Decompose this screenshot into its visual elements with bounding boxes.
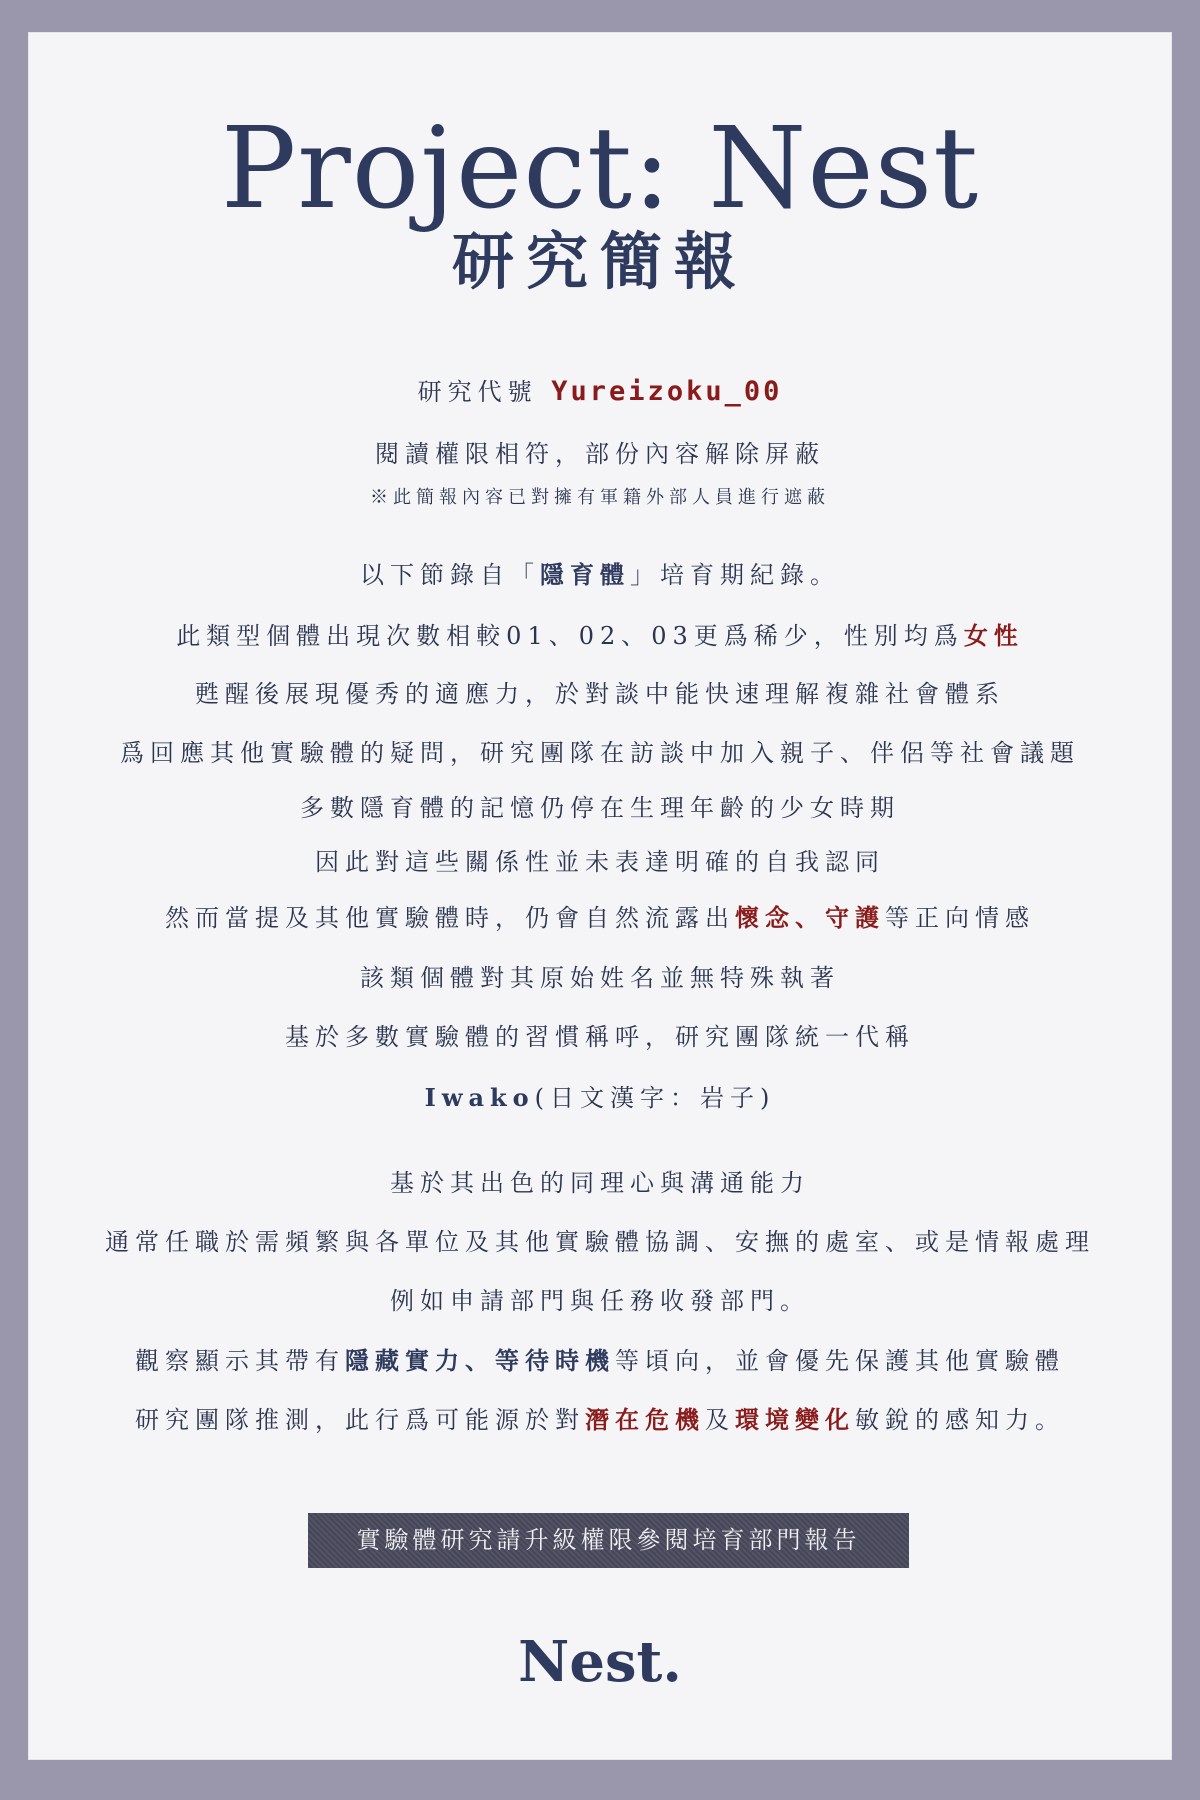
body-text: 」培育期紀錄。 [630, 561, 840, 589]
highlight-term: 環境變化 [735, 1405, 855, 1434]
document-subtitle: 研究簡報 [451, 225, 748, 298]
paper-sheet [28, 32, 1172, 1760]
redaction-notice: ※此簡報內容已對擁有軍籍外部人員進行遮蔽 [370, 487, 830, 508]
document-content [28, 32, 1172, 1760]
body-line-10 [28, 1081, 1172, 1115]
highlight-term: 隱育體 [540, 560, 630, 589]
body-line-15 [28, 1403, 1172, 1437]
body-line-6: 因此對這些關係性並未表達明確的自我認同 [315, 848, 885, 876]
nest-logo: Nest. [518, 1629, 682, 1695]
research-code-line [28, 375, 1172, 409]
research-code-value: Yureizoku_00 [551, 376, 783, 407]
body-line-7 [28, 901, 1172, 935]
body-line-13: 例如申請部門與任務收發部門。 [390, 1287, 810, 1315]
body-line-5: 多數隱育體的記憶仍停在生理年齡的少女時期 [300, 794, 900, 822]
body-line-9: 基於多數實驗體的習慣稱呼，研究團隊統一代稱 [285, 1023, 915, 1051]
body-line-2 [28, 619, 1172, 653]
body-text: 等頃向，並會優先保護其他實驗體 [615, 1347, 1065, 1375]
body-text: (日文漢字：岩子) [534, 1084, 776, 1112]
body-line-4: 爲回應其他實驗體的疑問，研究團隊在訪談中加入親子、伴侶等社會議題 [120, 739, 1080, 767]
highlight-term: 女性 [963, 621, 1024, 650]
body-text: 然而當提及其他實驗體時，仍會自然流露出 [165, 904, 735, 932]
body-text: 此類型個體出現次數相較01、02、03更爲稀少，性別均爲 [176, 622, 964, 650]
body-text: 敏銳的感知力。 [855, 1406, 1065, 1434]
body-line-11: 基於其出色的同理心與溝通能力 [390, 1169, 810, 1197]
body-text: 及 [705, 1406, 735, 1434]
highlight-term: 懷念、守護 [735, 903, 885, 932]
body-line-14 [28, 1344, 1172, 1378]
body-line-3: 甦醒後展現優秀的適應力，於對談中能快速理解複雜社會體系 [195, 680, 1005, 708]
body-line-8: 該類個體對其原始姓名並無特殊執著 [360, 964, 840, 992]
body-line-1 [28, 558, 1172, 592]
access-text: 閱讀權限相符，部份內容解除屏蔽 [375, 440, 825, 468]
body-text: 研究團隊推測，此行爲可能源於對 [135, 1406, 585, 1434]
body-line-12: 通常任職於需頻繁與各單位及其他實驗體協調、安撫的處室、或是情報處理 [105, 1228, 1095, 1256]
body-text: 等正向情感 [885, 904, 1035, 932]
highlight-term: 潛在危機 [585, 1405, 705, 1434]
body-text: 以下節錄自「 [360, 561, 540, 589]
research-code-label: 研究代號 [417, 378, 538, 406]
document-title: Project: Nest [220, 104, 980, 234]
codename: Iwako [424, 1083, 535, 1112]
body-text: 觀察顯示其帶有 [135, 1347, 345, 1375]
highlight-term: 隱藏實力、等待時機 [345, 1346, 615, 1375]
restricted-access-banner: 實驗體研究請升級權限參閱培育部門報告 [308, 1513, 909, 1568]
